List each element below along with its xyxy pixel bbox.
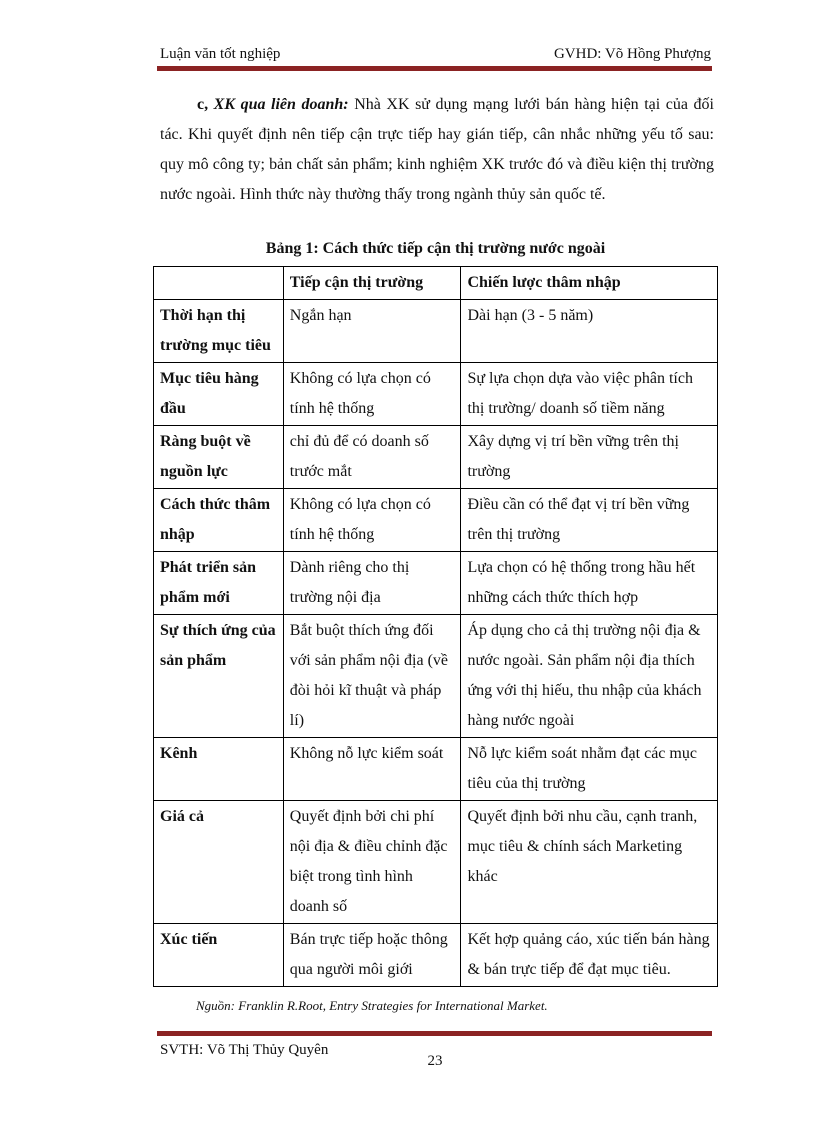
- header-rule: [157, 66, 712, 71]
- table-header-cell: Chiến lược thâm nhập: [461, 267, 718, 300]
- row-label: Xúc tiến: [154, 924, 284, 987]
- row-label: Phát triển sản phẩm mới: [154, 552, 284, 615]
- table-cell: Xây dựng vị trí bền vững trên thị trường: [461, 426, 718, 489]
- table-cell: Dài hạn (3 - 5 năm): [461, 300, 718, 363]
- table-cell: chỉ đủ để có doanh số trước mắt: [283, 426, 461, 489]
- table-row: [154, 489, 718, 552]
- row-label: Kênh: [154, 738, 284, 801]
- table-cell: Điều cần có thể đạt vị trí bền vững trên thị trường: [461, 489, 718, 552]
- table-cell: Bán trực tiếp hoặc thông qua người môi giới: [283, 924, 461, 987]
- table-cell: Quyết định bởi nhu cầu, cạnh tranh, mục tiêu & chính sách Marketing khác: [461, 801, 718, 924]
- table-cell: Không có lựa chọn có tính hệ thống: [283, 363, 461, 426]
- intro-paragraph: [160, 90, 714, 210]
- intro-text: Nhà XK sử dụng mạng lưới bán hàng hiện tại của đối tác. Khi quyết định nên tiếp cận trực tiếp hay gián tiếp, cân nhắc những yếu tố sau: quy mô công ty; bản chất sản phẩm; kinh nghiệm XK trước đó và điều kiện thị trường nước ngoài. Hình thức này thường thấy trong ngành thủy sản quốc tế.: [160, 96, 714, 203]
- table-cell: Áp dụng cho cả thị trường nội địa & nước ngoài. Sản phẩm nội địa thích ứng với thị hiếu, thu nhập của khách hàng nước ngoài: [461, 615, 718, 738]
- table-cell: Quyết định bởi chi phí nội địa & điều chỉnh đặc biệt trong tình hình doanh số: [283, 801, 461, 924]
- row-label: Giá cả: [154, 801, 284, 924]
- table-cell: Sự lựa chọn dựa vào việc phân tích thị trường/ doanh số tiềm năng: [461, 363, 718, 426]
- footer-rule: [157, 1031, 712, 1036]
- row-label: Thời hạn thị trường mục tiêu: [154, 300, 284, 363]
- row-label: Cách thức thâm nhập: [154, 489, 284, 552]
- table-row: [154, 426, 718, 489]
- table-row: [154, 615, 718, 738]
- table-row: [154, 801, 718, 924]
- table-cell: Không có lựa chọn có tính hệ thống: [283, 489, 461, 552]
- table-header-row: [154, 267, 718, 300]
- row-label: Sự thích ứng của sản phẩm: [154, 615, 284, 738]
- footer-student: SVTH: Võ Thị Thủy Quyên: [160, 1042, 329, 1058]
- table-cell: Bắt buột thích ứng đối với sản phẩm nội địa (về đòi hỏi kĩ thuật và pháp lí): [283, 615, 461, 738]
- table-row: [154, 363, 718, 426]
- comparison-table: [153, 266, 718, 987]
- table-caption: Bảng 1: Cách thức tiếp cận thị trường nước ngoài: [265, 240, 606, 257]
- row-label: Mục tiêu hàng đầu: [154, 363, 284, 426]
- table-header-cell: Tiếp cận thị trường: [283, 267, 461, 300]
- table-cell: Lựa chọn có hệ thống trong hầu hết những cách thức thích hợp: [461, 552, 718, 615]
- table-row: [154, 552, 718, 615]
- table-cell: Kết hợp quảng cáo, xúc tiến bán hàng & bán trực tiếp để đạt mục tiêu.: [461, 924, 718, 987]
- table-row: [154, 924, 718, 987]
- intro-heading: c, XK qua liên doanh:: [197, 96, 349, 113]
- table-cell: Nỗ lực kiểm soát nhằm đạt các mục tiêu của thị trường: [461, 738, 718, 801]
- table-cell: Ngắn hạn: [283, 300, 461, 363]
- table-header-cell: [154, 267, 284, 300]
- row-label: Ràng buột về nguồn lực: [154, 426, 284, 489]
- page-number: 23: [427, 1053, 443, 1069]
- table-cell: Không nỗ lực kiểm soát: [283, 738, 461, 801]
- table-row: [154, 300, 718, 363]
- header-advisor: GVHD: Võ Hồng Phượng: [553, 46, 711, 62]
- table-source: Nguồn: Franklin R.Root, Entry Strategies for International Market.: [196, 998, 548, 1013]
- table-cell: Dành riêng cho thị trường nội địa: [283, 552, 461, 615]
- header-thesis-label: Luận văn tốt nghiệp: [160, 46, 281, 62]
- table-row: [154, 738, 718, 801]
